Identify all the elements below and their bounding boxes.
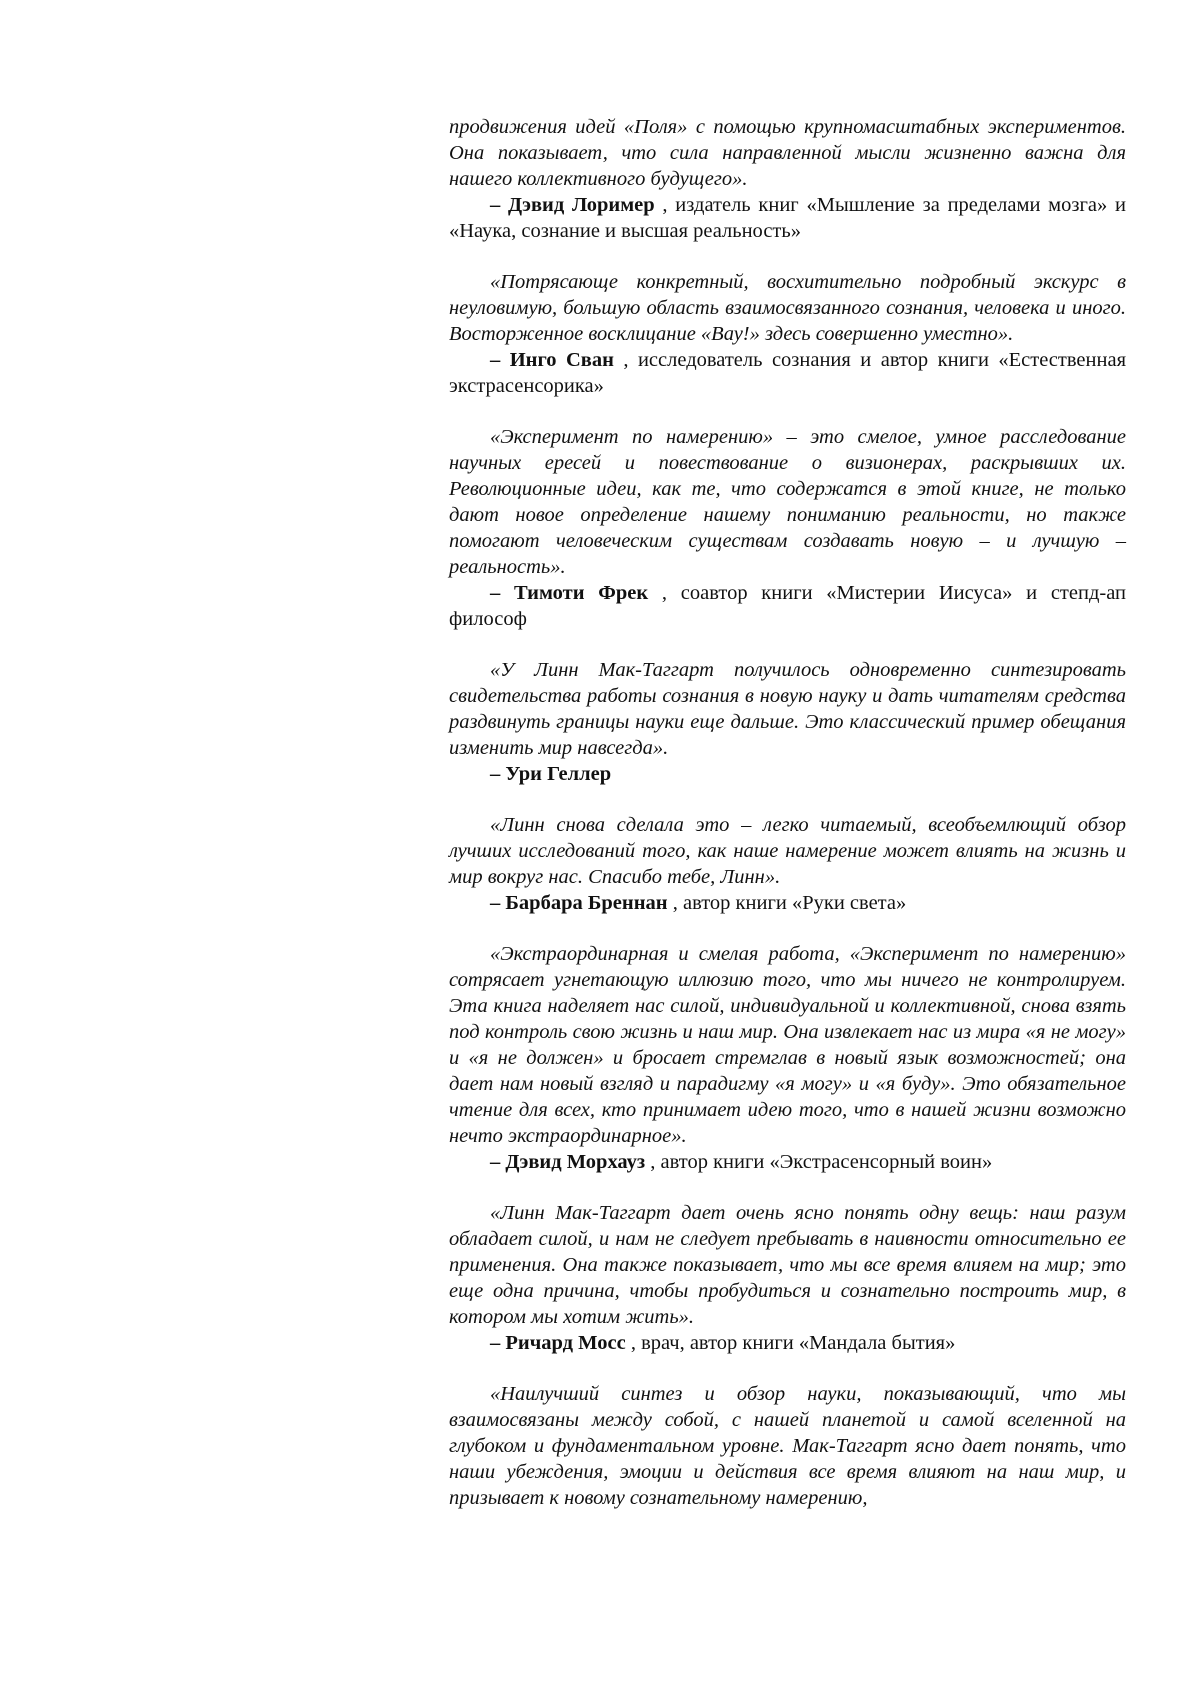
endorsement-block <box>449 657 1126 787</box>
endorsement-block <box>449 812 1126 916</box>
endorsement-attribution <box>449 761 1126 787</box>
endorsement-author-description: , автор книги «Руки света» <box>667 892 907 914</box>
endorsement-block <box>449 941 1126 1175</box>
endorsement-author-description: , исследователь сознания и автор книги «Естественная экстрасенсорика» <box>449 349 1126 397</box>
endorsement-block <box>449 424 1126 632</box>
endorsement-attribution <box>449 347 1126 399</box>
endorsement-block <box>449 269 1126 399</box>
endorsement-quote: «Линн Мак-Таггарт дает очень ясно понять одну вещь: наш разум обладает силой, и нам не следует пребывать в наивности относительно ее применения. Она также показывает, что мы все время влияем на мир; это еще одна причина, чтобы пробудиться и сознательно построить мир, в котором мы хотим жить». <box>449 1202 1126 1328</box>
endorsement-block <box>449 114 1126 244</box>
endorsement-attribution <box>449 1330 1126 1356</box>
endorsement-quote: «У Линн Мак-Таггарт получилось одновременно синтезировать свидетельства работы сознания в новую науку и дать читателям средства раздвинуть границы науки еще дальше. Это классический пример обещания изменить мир навсегда». <box>449 659 1126 759</box>
endorsement-author: – Дэвид Лоример <box>490 194 655 216</box>
endorsement-attribution <box>449 580 1126 632</box>
endorsement-attribution <box>449 890 1126 916</box>
endorsement-author-description: , врач, автор книги «Мандала бытия» <box>625 1332 956 1354</box>
endorsement-quote: «Линн снова сделала это – легко читаемый, всеобъемлющий обзор лучших исследований того, как наше намерение может влиять на жизнь и мир вокруг нас. Спасибо тебе, Линн». <box>449 814 1126 888</box>
endorsement-author: – Дэвид Морхауз <box>490 1151 646 1173</box>
endorsement-author: – Ури Геллер <box>490 763 612 785</box>
endorsement-block <box>449 1200 1126 1356</box>
endorsement-quote: «Экстраординарная и смелая работа, «Эксперимент по намерению» сотрясает угнетающую иллюзию того, что мы ничего не контролируем. Эта книга наделяет нас силой, индивидуальной и коллективной, снова взять под контроль свою жизнь и наш мир. Она извлекает нас из мира «я не могу» и «я не должен» и бросает стремглав в новый язык возможностей; она дает нам новый взгляд и парадигму «я могу» и «я буду». Это обязательное чтение для всех, кто принимает идею того, что в нашей жизни возможно нечто экстраординарное». <box>449 943 1126 1147</box>
endorsement-attribution <box>449 1149 1126 1175</box>
endorsement-quote: продвижения идей «Поля» с помощью крупномасштабных экспериментов. Она показывает, что сила направленной мысли жизненно важна для нашего коллективного будущего». <box>449 116 1126 190</box>
endorsement-author: – Барбара Бреннан <box>490 892 668 914</box>
endorsement-attribution <box>449 192 1126 244</box>
endorsement-block <box>449 1381 1126 1511</box>
endorsement-author-description: , соавтор книги «Мистерии Иисуса» и степд-ап философ <box>449 582 1127 630</box>
endorsement-quote: «Потрясающе конкретный, восхитительно подробный экскурс в неуловимую, большую область взаимосвязанного сознания, человека и иного. Восторженное восклицание «Вау!» здесь совершенно уместно». <box>449 271 1126 345</box>
endorsement-author: – Ричард Мосс <box>490 1332 626 1354</box>
document-page <box>449 114 1126 1511</box>
endorsement-author-description: , автор книги «Экстрасенсорный воин» <box>645 1151 993 1173</box>
endorsement-author: – Тимоти Фрек <box>490 582 649 604</box>
endorsement-quote: «Наилучший синтез и обзор науки, показывающий, что мы взаимосвязаны между собой, с нашей планетой и самой вселенной на глубоком и фундаментальном уровне. Мак-Таггарт ясно дает понять, что наши убеждения, эмоции и действия все время влияют на наш мир, и призывает к новому сознательному намерению, <box>449 1383 1126 1509</box>
endorsement-quote: «Эксперимент по намерению» – это смелое, умное расследование научных ересей и повествование о визионерах, раскрывших их. Революционные идеи, как те, что содержатся в этой книге, не только дают новое определение нашему пониманию реальности, но также помогают человеческим существам создавать новую – и лучшую – реальность». <box>449 426 1126 578</box>
endorsement-author-description: , издатель книг «Мышление за пределами мозга» и «Наука, сознание и высшая реальность» <box>449 194 1126 242</box>
endorsement-author: – Инго Сван <box>490 349 614 371</box>
